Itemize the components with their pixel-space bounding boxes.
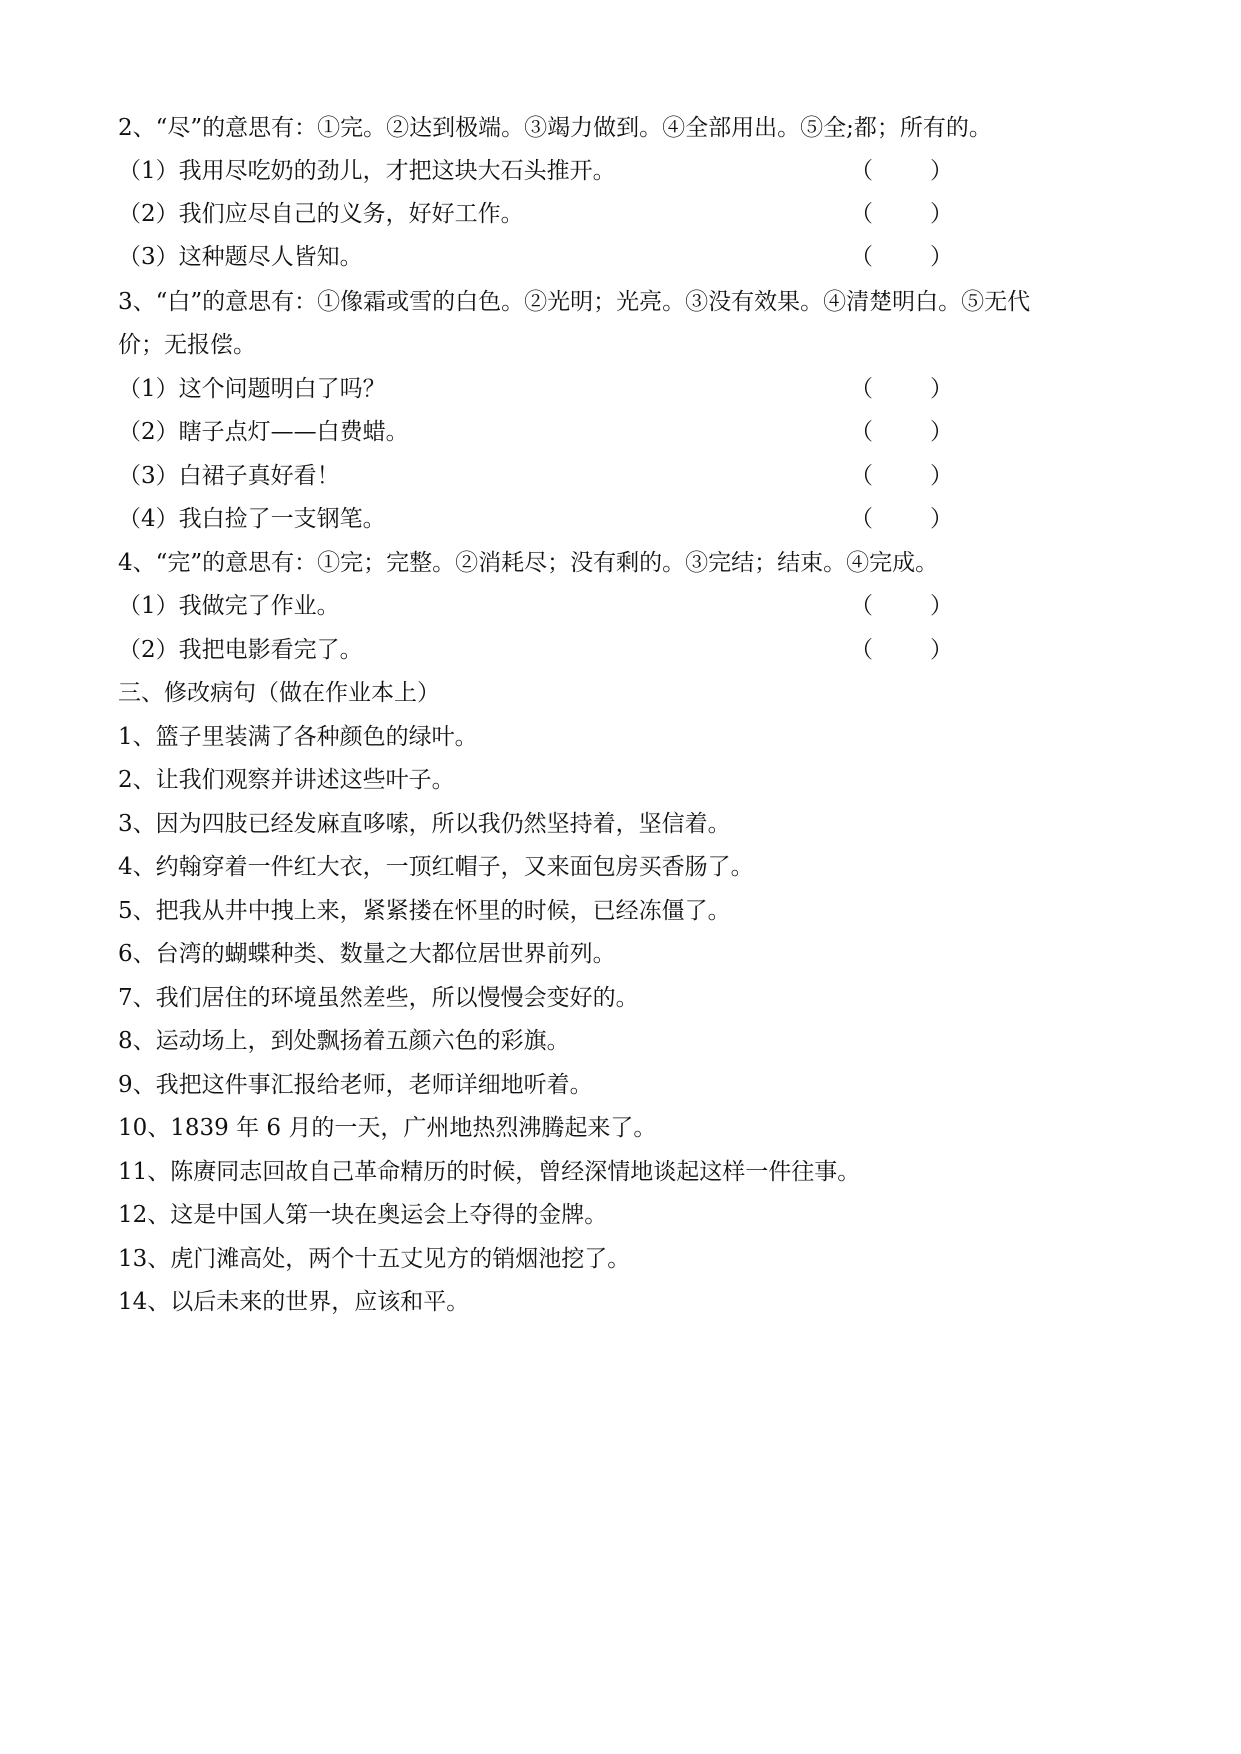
- answer-blank[interactable]: [850, 499, 953, 539]
- q3-item-1-text: （1）这个问题明白了吗？: [118, 376, 386, 402]
- paren-left: （: [850, 158, 873, 184]
- sentence-12: 12、这是中国人第一块在奥运会上夺得的金牌。: [118, 1202, 608, 1228]
- paren-left: （: [850, 506, 873, 532]
- paren-right: ）: [930, 593, 953, 619]
- q2-item-3: [118, 237, 1131, 277]
- paren-left: （: [850, 376, 873, 402]
- paren-right: ）: [930, 637, 953, 663]
- paren-left: （: [850, 244, 873, 270]
- q4-heading: 4、“完”的意思有：①完；完整。②消耗尽；没有剩的。③完结；结束。④完成。: [118, 550, 939, 576]
- paren-right: ）: [930, 419, 953, 445]
- q3-item-2-text: （2）瞎子点灯——白费蜡。: [118, 419, 409, 445]
- q4-item-1: [118, 586, 1131, 626]
- paren-right: ）: [930, 158, 953, 184]
- paren-right: ）: [930, 463, 953, 489]
- paren-left: （: [850, 201, 873, 227]
- q3-item-2: [118, 412, 1131, 452]
- paren-left: （: [850, 419, 873, 445]
- sentence-3: 3、因为四肢已经发麻直哆嗦，所以我仍然坚持着，坚信着。: [118, 811, 731, 837]
- q3-item-3: [118, 456, 1131, 496]
- sentence-6: 6、台湾的蝴蝶种类、数量之大都位居世界前列。: [118, 941, 616, 967]
- answer-blank[interactable]: [850, 151, 953, 191]
- q2-item-1: [118, 151, 1131, 191]
- sentence-2: 2、让我们观察并讲述这些叶子。: [118, 767, 455, 793]
- paren-right: ）: [930, 376, 953, 402]
- paren-left: （: [850, 637, 873, 663]
- q3-item-3-text: （3）白裙子真好看！: [118, 463, 340, 489]
- paren-right: ）: [930, 244, 953, 270]
- q2-item-1-text: （1）我用尽吃奶的劲儿，才把这块大石头推开。: [118, 158, 616, 184]
- q4-item-1-text: （1）我做完了作业。: [118, 593, 340, 619]
- q3-item-4-text: （4）我白捡了一支钢笔。: [118, 506, 386, 532]
- paren-right: ）: [930, 201, 953, 227]
- paren-right: ）: [930, 506, 953, 532]
- q2-item-3-text: （3）这种题尽人皆知。: [118, 244, 363, 270]
- answer-blank[interactable]: [850, 456, 953, 496]
- paren-left: （: [850, 463, 873, 489]
- sentence-7: 7、我们居住的环境虽然差些，所以慢慢会变好的。: [118, 985, 639, 1011]
- sentence-1: 1、篮子里装满了各种颜色的绿叶。: [118, 724, 478, 750]
- q4-item-2-text: （2）我把电影看完了。: [118, 637, 363, 663]
- sentence-9: 9、我把这件事汇报给老师，老师详细地听着。: [118, 1072, 593, 1098]
- q3-heading-line1: 3、“白”的意思有：①像霜或雪的白色。②光明；光亮。③没有效果。④清楚明白。⑤无代: [118, 289, 1031, 315]
- answer-blank[interactable]: [850, 586, 953, 626]
- answer-blank[interactable]: [850, 194, 953, 234]
- sentence-8: 8、运动场上，到处飘扬着五颜六色的彩旗。: [118, 1028, 570, 1054]
- q2-item-2-text: （2）我们应尽自己的义务，好好工作。: [118, 201, 524, 227]
- q3-item-4: [118, 499, 1131, 539]
- sentence-5: 5、把我从井中拽上来，紧紧搂在怀里的时候，已经冻僵了。: [118, 898, 731, 924]
- q4-item-2: [118, 630, 1131, 670]
- q3-heading-line2: 价；无报偿。: [118, 332, 256, 358]
- q2-item-2: [118, 194, 1131, 234]
- sentence-4: 4、约翰穿着一件红大衣，一顶红帽子，又来面包房买香肠了。: [118, 854, 754, 880]
- sentence-13: 13、虎门滩高处，两个十五丈见方的销烟池挖了。: [118, 1246, 631, 1272]
- sentence-14: 14、以后未来的世界，应该和平。: [118, 1289, 470, 1315]
- answer-blank[interactable]: [850, 237, 953, 277]
- q2-heading: 2、“尽”的意思有：①完。②达到极端。③竭力做到。④全部用出。⑤全;都；所有的。: [118, 115, 992, 141]
- answer-blank[interactable]: [850, 369, 953, 409]
- answer-blank[interactable]: [850, 412, 953, 452]
- sentence-11: 11、陈赓同志回故自己革命精历的时候，曾经深情地谈起这样一件往事。: [118, 1159, 861, 1185]
- sentence-10: 10、1839 年 6 月的一天，广州地热烈沸腾起来了。: [118, 1115, 657, 1141]
- answer-blank[interactable]: [850, 630, 953, 670]
- q3-item-1: [118, 369, 1131, 409]
- paren-left: （: [850, 593, 873, 619]
- section3-title: 三、修改病句（做在作业本上）: [118, 680, 440, 706]
